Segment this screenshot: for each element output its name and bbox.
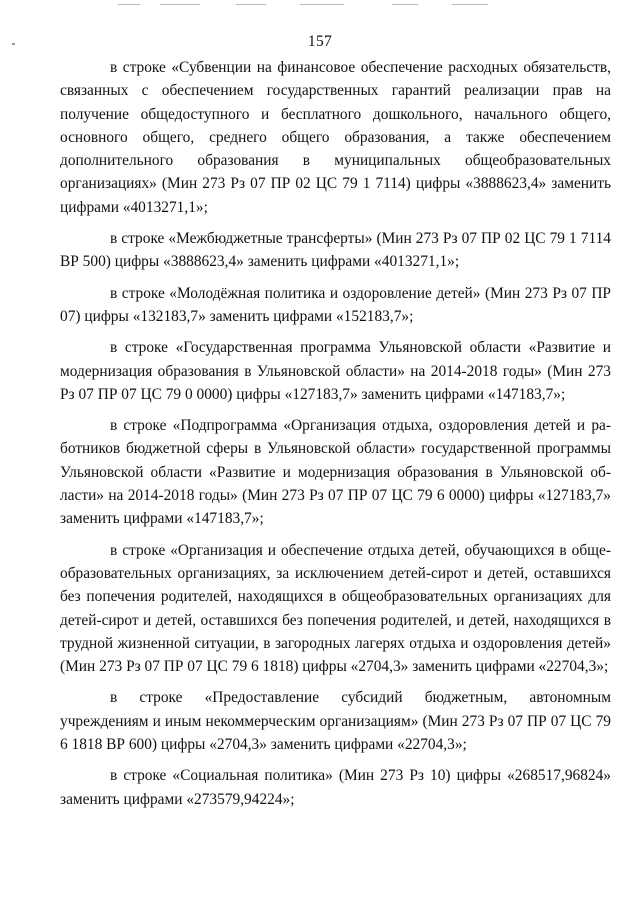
paragraph: в строке «Межбюджетные трансферты» (Мин 273 Рз 07 ПР 02 ЦС 79 1 7114 ВР 500) цифры «3888623,4» заменить цифрами «4013271,1»; bbox=[60, 230, 611, 271]
scan-edge-mark bbox=[236, 4, 266, 5]
document-body bbox=[60, 56, 611, 811]
scan-edge-mark bbox=[300, 4, 344, 5]
scan-edge-mark bbox=[392, 4, 418, 5]
paragraph: в строке «Молодёжная политика и оздоровление детей» (Мин 273 Рз 07 ПР 07) цифры «132183,7» заменить цифрами «152183,7»; bbox=[60, 284, 611, 325]
scan-edge-mark bbox=[160, 4, 200, 5]
paragraph: в строке «Государственная программа Ульяновской области «Развитие и модернизация образования в Ульяновской области» на 2014-2018 годы» (Мин 273 Рз 07 ПР 07 ЦС 79 0 0000) цифры «127183,7» заменить цифрами «147183,7»; bbox=[60, 339, 611, 403]
scan-edge-mark bbox=[118, 4, 140, 5]
paragraph: в строке «Подпрограмма «Организация отдыха, оздоровления детей и работников бюджетной сферы в Ульяновской области» государственной программы Ульяновской области «Развитие и модернизация образования в Ульяновской области» на 2014-2018 годы» (Мин 273 Рз 07 ПР 07 ЦС 79 6 0000) цифры «127183,7» заменить цифрами «147183,7»; bbox=[60, 417, 611, 528]
paragraph: в строке «Субвенции на финансовое обеспечение расходных обязательств, связанных с обеспечением государственных гарантий реализации прав на получение общедоступного и бесплатного дошкольного, начального общего, основного общего, среднего общего образования, а также обеспечением дополнительного образования в муниципальных общеобразовательных организациях» (Мин 273 Рз 07 ПР 02 ЦС 79 1 7114) цифры «3888623,4» заменить цифрами «4013271,1»; bbox=[60, 59, 611, 216]
paragraph: в строке «Организация и обеспечение отдыха детей, обучающихся в общеобразовательных организациях, за исключением детей-сирот и детей, оставшихся без попечения родителей, находящихся в общеобразовательных организациях для детей-сирот и детей, оставшихся без попечения родителей, и детей, находящихся в трудной жизненной ситуации, в загородных лагерях отдыха и оздоровления детей» (Мин 273 Рз 07 ПР 07 ЦС 79 6 1818) цифры «2704,3» заменить цифрами «22704,3»; bbox=[60, 541, 611, 676]
paragraph: в строке «Социальная политика» (Мин 273 Рз 10) цифры «268517,96824» заменить цифрами «273579,94224»; bbox=[60, 767, 611, 808]
paragraph: в строке «Предоставление субсидий бюджетным, автономным учреждениям и иным некоммерческим организациям» (Мин 273 Рз 07 ПР 07 ЦС 79 6 1818 ВР 600) цифры «2704,3» заменить цифрами «22704,3»; bbox=[60, 689, 611, 754]
scan-edge-mark bbox=[452, 4, 488, 5]
page-number: 157 bbox=[307, 33, 333, 50]
